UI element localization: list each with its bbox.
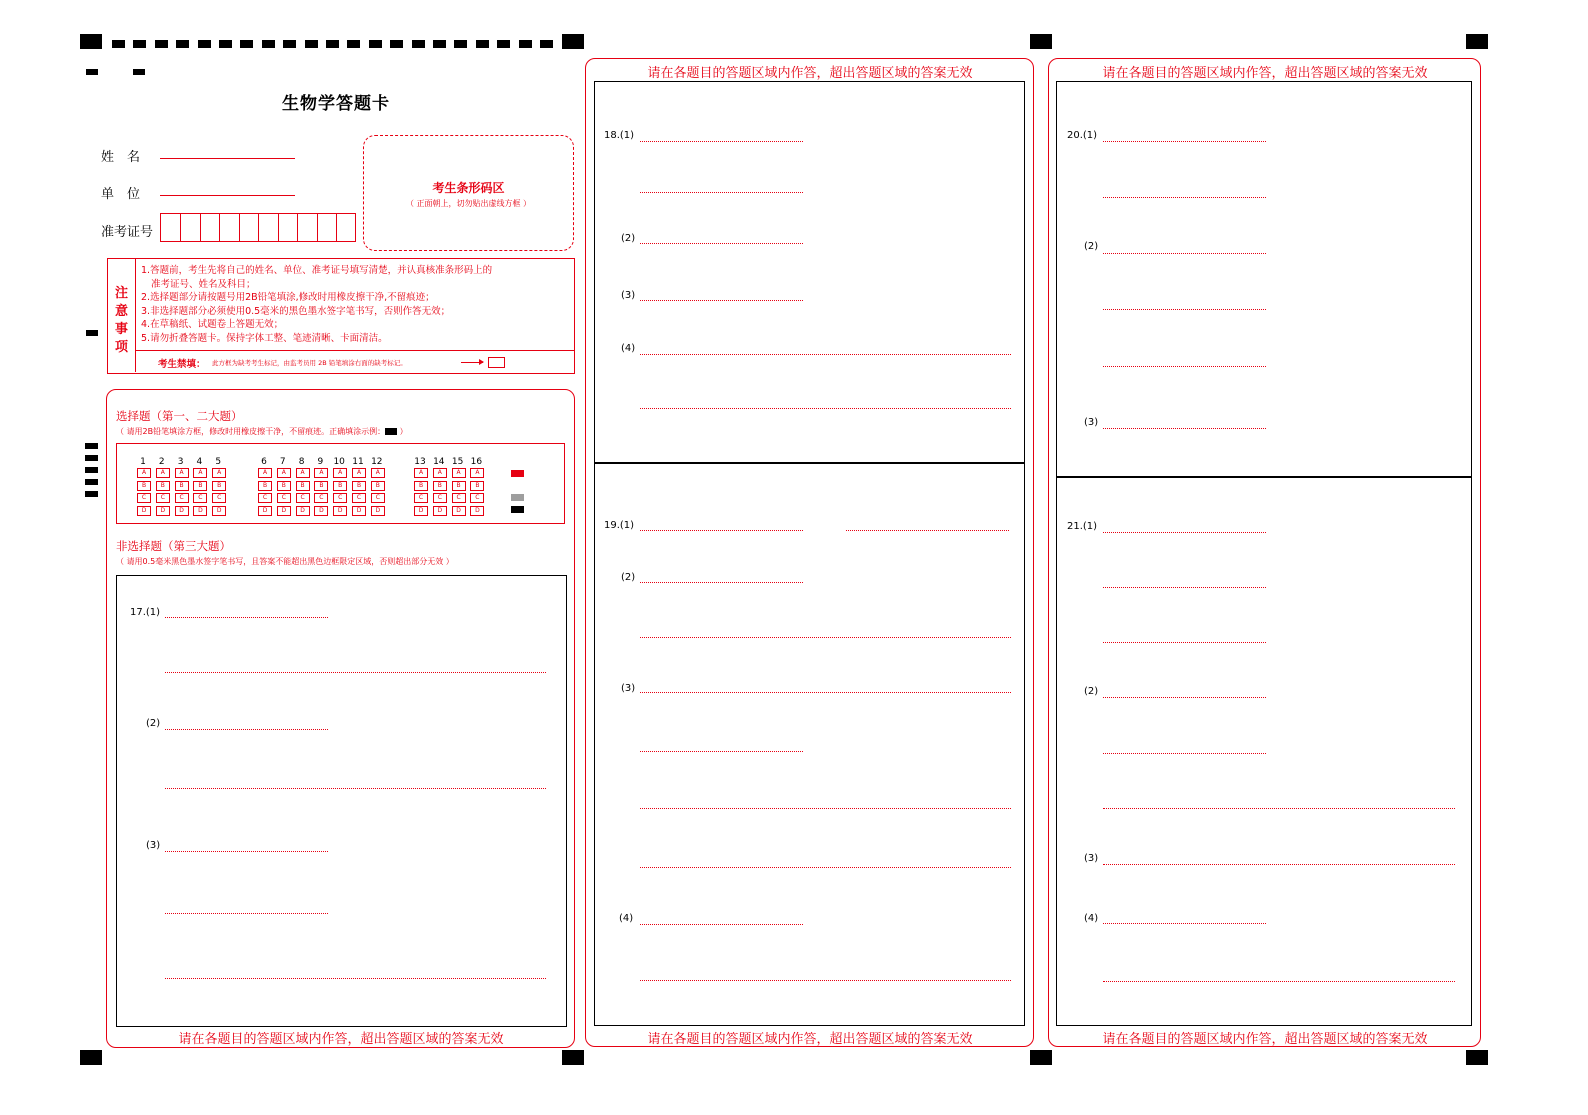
answer-bubble-2-b[interactable]: B: [156, 481, 170, 491]
fill-sample-swatch: [511, 470, 524, 477]
boundary-note-bottom: 请在各题目的答题区域内作答，超出答题区域的答案无效: [647, 1032, 973, 1047]
exam-id-cell: [278, 214, 298, 241]
notice-side: [108, 259, 136, 372]
question-number: 14: [433, 457, 445, 467]
answer-bubble-1-a[interactable]: A: [137, 468, 151, 478]
timing-dash: [519, 40, 532, 48]
answer-bubble-4-d[interactable]: D: [193, 506, 207, 516]
answer-line[interactable]: [640, 408, 1011, 409]
answer-bubble-15-d[interactable]: D: [452, 506, 466, 516]
answer-bubble-13-d[interactable]: D: [414, 506, 428, 516]
unit-label: 单 位: [101, 187, 141, 202]
timing-dash: [198, 40, 211, 48]
question-number: 1: [140, 457, 146, 467]
q17-part1-label: 17.(1): [130, 607, 161, 618]
question-number: 8: [298, 457, 305, 467]
timing-mark: [85, 491, 98, 497]
fill-sample-swatch: [511, 494, 524, 501]
exam-id-label: 准考证号: [101, 225, 154, 240]
question-number: 3: [177, 457, 184, 467]
q18-part2-label: (2): [621, 233, 636, 244]
answer-line[interactable]: [1103, 366, 1266, 367]
answer-bubble-10-c[interactable]: C: [333, 493, 347, 503]
notice-item: 1.答题前，考生先将自己的姓名、单位、准考证号填写清楚，并认真核准条形码上的: [141, 265, 493, 276]
arrow-head-icon: [479, 359, 484, 365]
q20-part2-label: (2): [1084, 241, 1099, 252]
answer-bubble-14-d[interactable]: D: [433, 506, 447, 516]
answer-bubble-10-b[interactable]: B: [333, 481, 347, 491]
answer-bubble-15-c[interactable]: C: [452, 493, 466, 503]
exam-id-cell: [259, 214, 279, 241]
timing-dash: [476, 40, 489, 48]
timing-mark: [1466, 34, 1488, 49]
timing-dash: [390, 40, 403, 48]
answer-line[interactable]: [640, 530, 803, 531]
answer-bubble-8-a[interactable]: A: [296, 468, 310, 478]
answer-line[interactable]: [640, 243, 803, 244]
answer-line[interactable]: [1103, 642, 1266, 643]
exam-id-cell: [200, 214, 220, 241]
notice-side-char: 事: [114, 322, 128, 337]
notice-side-char: 项: [114, 340, 128, 355]
boundary-note-top: 请在各题目的答题区域内作答，超出答题区域的答案无效: [1102, 66, 1428, 81]
choice-subtitle: （ 请用2B铅笔填涂方框，修改时用橡皮擦干净，不留痕迹。正确填涂示例： ）: [116, 427, 408, 436]
q21-part4-label: (4): [1084, 913, 1099, 924]
answer-line[interactable]: [165, 672, 546, 673]
question-number: 2: [158, 457, 165, 467]
timing-dash: [219, 40, 232, 48]
name-field[interactable]: [160, 158, 295, 159]
answer-line[interactable]: [640, 300, 803, 301]
answer-line[interactable]: [640, 582, 803, 583]
answer-bubble-11-a[interactable]: A: [352, 468, 366, 478]
answer-line[interactable]: [1103, 309, 1266, 310]
timing-mark: [1030, 34, 1052, 49]
answer-bubble-11-b[interactable]: B: [352, 481, 366, 491]
timing-mark: [562, 34, 584, 49]
answer-bubble-6-d[interactable]: D: [258, 506, 272, 516]
exam-id-cell: [220, 214, 240, 241]
answer-line[interactable]: [1103, 253, 1266, 254]
answer-line[interactable]: [640, 141, 803, 142]
answer-line[interactable]: [640, 637, 1011, 638]
answer-line[interactable]: [1103, 141, 1266, 142]
answer-bubble-14-a[interactable]: A: [433, 468, 447, 478]
q19-answer-box: [594, 462, 1025, 1026]
answer-bubble-15-b[interactable]: B: [452, 481, 466, 491]
timing-mark: [85, 443, 98, 449]
timing-mark: [86, 330, 98, 336]
answer-bubble-16-d[interactable]: D: [470, 506, 484, 516]
answer-line[interactable]: [165, 788, 546, 789]
timing-dash: [497, 40, 510, 48]
question-number: 9: [317, 457, 324, 467]
notice-box: [107, 258, 575, 374]
timing-dash: [112, 40, 125, 48]
q21-answer-box: [1056, 476, 1472, 1026]
forbid-text: 此方框为缺考考生标记，由监考员用 2B 铅笔填涂右面的缺考标记。: [212, 359, 407, 367]
answer-bubble-10-d[interactable]: D: [333, 506, 347, 516]
answer-bubble-8-b[interactable]: B: [296, 481, 310, 491]
q17-part3-label: (3): [146, 840, 161, 851]
barcode-title: 考生条形码区: [432, 181, 505, 195]
answer-bubble-1-c[interactable]: C: [137, 493, 151, 503]
answer-bubble-12-a[interactable]: A: [371, 468, 385, 478]
q20-part3-label: (3): [1084, 417, 1099, 428]
answer-line[interactable]: [640, 924, 803, 925]
answer-line[interactable]: [640, 980, 1011, 981]
answer-bubble-15-a[interactable]: A: [452, 468, 466, 478]
nonchoice-title: 非选择题（第三大题）: [116, 539, 231, 553]
answer-bubble-12-c[interactable]: C: [371, 493, 385, 503]
q17-answer-box: [116, 575, 567, 1027]
answer-bubble-10-a[interactable]: A: [333, 468, 347, 478]
answer-bubble-7-b[interactable]: B: [277, 481, 291, 491]
q20-part1-label: 20.(1): [1067, 130, 1098, 141]
timing-mark: [85, 455, 98, 461]
timing-mark: [86, 69, 98, 75]
answer-bubble-7-c[interactable]: C: [277, 493, 291, 503]
exam-id-grid[interactable]: [160, 213, 356, 242]
answer-line[interactable]: [1103, 697, 1266, 698]
filled-sample-icon: [385, 428, 397, 435]
timing-mark: [80, 34, 102, 49]
answer-line[interactable]: [640, 751, 803, 752]
answer-bubble-6-b[interactable]: B: [258, 481, 272, 491]
question-number: 10: [333, 457, 345, 467]
timing-dash: [240, 40, 253, 48]
timing-mark: [1466, 1050, 1488, 1065]
timing-dash: [326, 40, 339, 48]
answer-line[interactable]: [1103, 587, 1266, 588]
name-label: 姓 名: [101, 150, 141, 165]
choice-title: 选择题（第一、二大题）: [116, 409, 243, 423]
question-number: 16: [470, 457, 483, 467]
answer-bubble-11-c[interactable]: C: [352, 493, 366, 503]
answer-bubble-7-d[interactable]: D: [277, 506, 291, 516]
answer-line[interactable]: [640, 692, 1011, 693]
answer-line[interactable]: [1103, 753, 1266, 754]
timing-mark: [562, 1050, 584, 1065]
question-number: 12: [371, 457, 383, 467]
timing-mark: [85, 479, 98, 485]
answer-bubble-16-a[interactable]: A: [470, 468, 484, 478]
question-number: 4: [196, 457, 203, 467]
answer-bubble-4-c[interactable]: C: [193, 493, 207, 503]
answer-bubble-2-a[interactable]: A: [156, 468, 170, 478]
answer-line[interactable]: [165, 978, 546, 979]
answer-bubble-1-b[interactable]: B: [137, 481, 151, 491]
answer-line[interactable]: [165, 729, 328, 730]
q19-part2-label: (2): [621, 572, 636, 583]
timing-dash: [262, 40, 275, 48]
answer-bubble-4-a[interactable]: A: [193, 468, 207, 478]
notice-side-char: 意: [114, 304, 128, 319]
exam-id-cell: [239, 214, 259, 241]
notice-item: 3.非选择题部分必须使用0.5毫米的黑色墨水签字笔书写，否则作答无效；: [141, 305, 451, 317]
answer-line[interactable]: [1103, 428, 1266, 429]
answer-bubble-8-d[interactable]: D: [296, 506, 310, 516]
question-number: 15: [451, 457, 464, 467]
question-number: 7: [279, 457, 286, 467]
answer-bubble-5-c[interactable]: C: [212, 493, 226, 503]
q19-part4-label: (4): [619, 913, 634, 924]
timing-dash: [155, 40, 168, 48]
question-number: 6: [261, 457, 267, 467]
timing-mark: [133, 69, 145, 75]
answer-line[interactable]: [1103, 864, 1455, 865]
q19-part3-label: (3): [621, 683, 636, 694]
answer-bubble-6-a[interactable]: A: [258, 468, 272, 478]
notice-item: 4.在草稿纸、试题卷上答题无效；: [141, 319, 284, 330]
question-number: 11: [352, 457, 364, 467]
answer-bubble-12-d[interactable]: D: [371, 506, 385, 516]
answer-bubble-9-b[interactable]: B: [314, 481, 328, 491]
answer-line[interactable]: [846, 530, 1009, 531]
nonchoice-subtitle: （ 请用0.5毫米黑色墨水签字笔书写，且答案不能超出黑色边框限定区域，否则超出部分无效 ）: [116, 557, 454, 566]
answer-line[interactable]: [1103, 981, 1455, 982]
answer-bubble-5-b[interactable]: B: [212, 481, 226, 491]
question-number: 5: [215, 457, 222, 467]
q18-answer-box: [594, 81, 1025, 464]
answer-line[interactable]: [1103, 532, 1266, 533]
q18-part3-label: (3): [621, 290, 636, 301]
answer-line[interactable]: [1103, 923, 1266, 924]
answer-bubble-13-a[interactable]: A: [414, 468, 428, 478]
answer-bubble-3-a[interactable]: A: [175, 468, 189, 478]
absent-mark-box[interactable]: [488, 357, 505, 368]
answer-bubble-5-a[interactable]: A: [212, 468, 226, 478]
answer-bubble-3-c[interactable]: C: [175, 493, 189, 503]
timing-mark: [1030, 1050, 1052, 1065]
timing-dash: [305, 40, 318, 48]
q21-part2-label: (2): [1084, 686, 1099, 697]
timing-mark: [85, 467, 98, 473]
q19-part1-label: 19.(1): [604, 520, 635, 531]
answer-line[interactable]: [1103, 197, 1266, 198]
answer-bubble-12-b[interactable]: B: [371, 481, 385, 491]
timing-dash: [133, 40, 146, 48]
barcode-area: [363, 135, 574, 251]
answer-line[interactable]: [165, 617, 328, 618]
barcode-note: （ 正面朝上，切勿贴出虚线方框 ）: [405, 199, 532, 208]
answer-bubble-9-a[interactable]: A: [314, 468, 328, 478]
answer-bubble-6-c[interactable]: C: [258, 493, 272, 503]
q18-part4-label: (4): [621, 343, 636, 354]
answer-bubble-13-c[interactable]: C: [414, 493, 428, 503]
answer-bubble-14-b[interactable]: B: [433, 481, 447, 491]
timing-mark: [80, 1050, 102, 1065]
boundary-note-bottom: 请在各题目的答题区域内作答，超出答题区域的答案无效: [1102, 1032, 1428, 1047]
timing-dash: [540, 40, 553, 48]
answer-bubble-11-d[interactable]: D: [352, 506, 366, 516]
q18-part1-label: 18.(1): [604, 130, 635, 141]
notice-item: 5.请勿折叠答题卡。保持字体工整、笔迹清晰、卡面清洁。: [141, 332, 388, 344]
exam-id-cell: [298, 214, 318, 241]
answer-bubble-3-b[interactable]: B: [175, 481, 189, 491]
exam-id-cell: [317, 214, 337, 241]
timing-dash: [283, 40, 296, 48]
question-number: 13: [414, 457, 426, 467]
answer-bubble-8-c[interactable]: C: [296, 493, 310, 503]
exam-id-cell: [161, 214, 181, 241]
answer-bubble-14-c[interactable]: C: [433, 493, 447, 503]
q21-part3-label: (3): [1084, 853, 1099, 864]
answer-bubble-3-d[interactable]: D: [175, 506, 189, 516]
answer-bubble-16-c[interactable]: C: [470, 493, 484, 503]
answer-line[interactable]: [165, 913, 328, 914]
answer-line[interactable]: [1103, 808, 1455, 809]
answer-bubble-16-b[interactable]: B: [470, 481, 484, 491]
timing-dash: [454, 40, 467, 48]
answer-line[interactable]: [640, 192, 803, 193]
exam-id-cell: [181, 214, 201, 241]
forbid-label: 考生禁填：: [158, 359, 206, 370]
timing-dash: [176, 40, 189, 48]
timing-dash: [412, 40, 425, 48]
timing-dash: [433, 40, 446, 48]
answer-bubble-13-b[interactable]: B: [414, 481, 428, 491]
answer-bubble-9-c[interactable]: C: [314, 493, 328, 503]
answer-bubble-2-c[interactable]: C: [156, 493, 170, 503]
answer-bubble-7-a[interactable]: A: [277, 468, 291, 478]
answer-line[interactable]: [640, 867, 1011, 868]
timing-dash: [347, 40, 360, 48]
answer-line[interactable]: [165, 851, 328, 852]
fill-sample-swatch: [511, 506, 524, 513]
answer-line[interactable]: [640, 808, 1011, 809]
boundary-note-top: 请在各题目的答题区域内作答，超出答题区域的答案无效: [647, 66, 973, 81]
notice-text: [141, 264, 492, 345]
answer-line[interactable]: [640, 354, 1011, 355]
boundary-note-bottom: 请在各题目的答题区域内作答，超出答题区域的答案无效: [178, 1032, 504, 1047]
answer-bubble-5-d[interactable]: D: [212, 506, 226, 516]
notice-item: 准考证号、姓名及科目；: [151, 278, 256, 290]
page-title: 生物学答题卡: [282, 94, 390, 114]
answer-bubble-1-d[interactable]: D: [137, 506, 151, 516]
choice-grid: [116, 443, 565, 524]
notice-item: 2.选择题部分请按题号用2B铅笔填涂,修改时用橡皮擦干净,不留痕迹；: [141, 292, 435, 303]
q21-part1-label: 21.(1): [1067, 521, 1098, 532]
unit-field[interactable]: [160, 195, 295, 196]
answer-bubble-2-d[interactable]: D: [156, 506, 170, 516]
answer-bubble-4-b[interactable]: B: [193, 481, 207, 491]
timing-dash: [369, 40, 382, 48]
q17-part2-label: (2): [146, 718, 161, 729]
notice-side-char: 注: [114, 286, 128, 301]
answer-bubble-9-d[interactable]: D: [314, 506, 328, 516]
